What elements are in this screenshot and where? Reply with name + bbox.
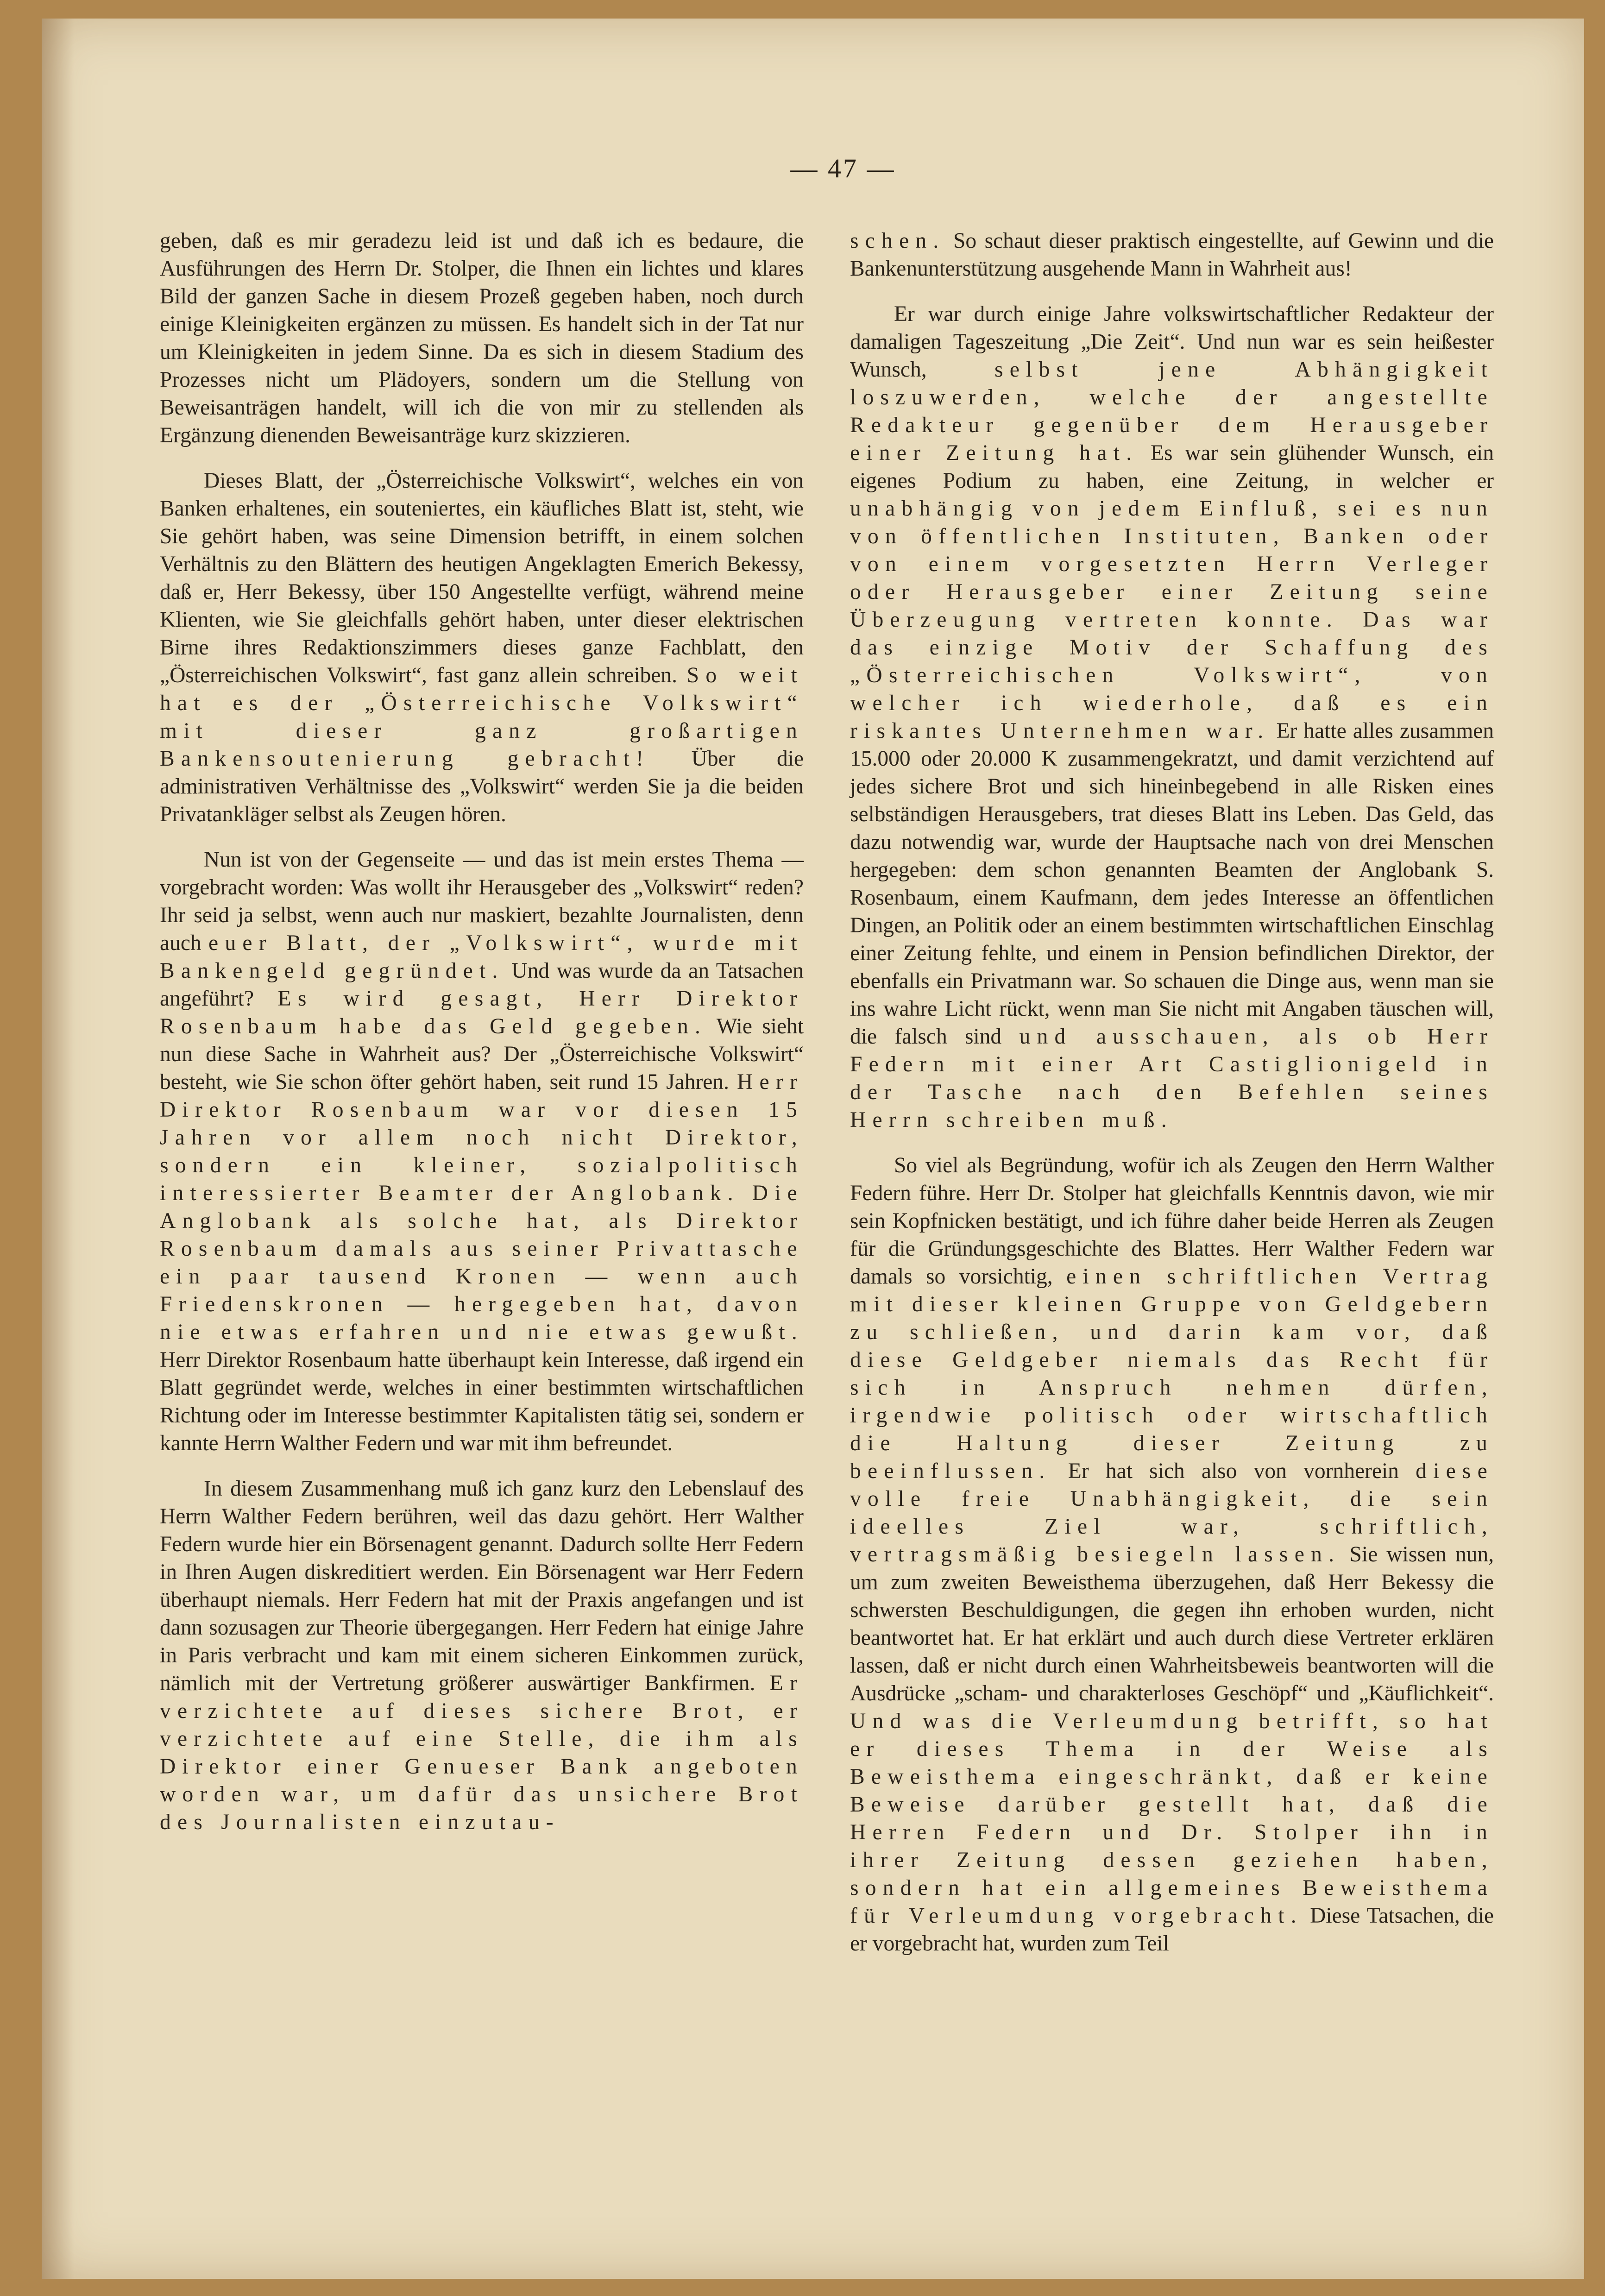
body-text: Er hatte alles zusammen 15.000 oder 20.000 K zusammengekratzt, und damit verzichtend auf jedes sichere Brot und sich hineinbegebend in alle Risken eines selbständigen Herausgebers, trat dieses Blatt ins Leben. Das Geld, das dazu notwendig war, wurde der Hauptsache nach von drei Menschen hergegeben: dem schon genannten Beamten der Anglobank S. Rosenbaum, einem Kaufmann, dem jedes Interesse an öffentlichen Dingen, an Politik oder an einem bestimmten wirtschaftlichen Einschlag einer Zeitung fehlte, und einem in Pension befindlichen Direktor, der ebenfalls ein Privatmann war. So schauen die Dinge aus, wenn man sie ins wahre Licht rückt, wenn man Sie nicht mit Angaben täuschen will, die falsch sind	[850, 719, 1494, 1049]
spaced-emphasis-text: diese volle freie Unabhängigkeit, die sein ideelles Ziel war, schriftlich, vertragsmäßig besiegeln lassen.	[850, 1459, 1494, 1566]
body-text: Wie sieht nun diese Sache in Wahrheit aus? Der „Österreichische Volkswirt“ besteht, wie Sie schon öfter gehört haben, seit rund 15 Jahren.	[160, 1014, 804, 1094]
paragraph	[850, 300, 1494, 1134]
spaced-emphasis-text: unabhängig von jedem Einfluß, sei es nun von öffentlichen Instituten, Banken oder von einem vorgesetzten Herrn Verleger oder Herausgeber einer Zeitung seine Überzeugung vertreten konnte. Das war das einzige Motiv der Schaffung des „Österreichischen Volkswirt“, von welcher ich wiederhole, daß es ein riskantes Unternehmen war.	[850, 497, 1494, 743]
spaced-emphasis-text: einen schriftlichen Vertrag mit dieser kleinen Gruppe von Geldgebern zu schließen, und darin kam vor, daß diese Geldgeber niemals das Recht für sich in Anspruch nehmen dürfen, irgendwie politisch oder wirtschaftlich die Haltung dieser Zeitung zu beeinflussen.	[850, 1264, 1494, 1483]
spaced-emphasis-text: selbst jene Abhängigkeit loszuwerden, welche der angestellte Redakteur gegenüber dem Herausgeber einer Zeitung hat.	[850, 358, 1494, 465]
right-text-column	[850, 227, 1494, 1975]
spaced-emphasis-text: und ausschauen, als ob Herr Federn mit einer Art Castiglionigeld in der Tasche nach den Befehlen seines Herrn schreiben muß.	[850, 1025, 1494, 1132]
body-text: Er war durch einige Jahre volkswirtschaftlicher Redakteur der damaligen Tageszeitung „Die Zeit“. Und nun war es sein heißester Wunsch,	[850, 302, 1494, 382]
body-text: In diesem Zusammenhang muß ich ganz kurz den Lebenslauf des Herrn Walther Federn berühren, weil das dazu gehört. Herr Walther Federn wurde hier ein Börsenagent genannt. Dadurch sollte Herr Federn in Ihren Augen diskreditiert werden. Ein Börsenagent war Herr Federn überhaupt niemals. Herr Federn hat mit der Praxis angefangen und ist dann sozusagen zur Theorie übergegangen. Herr Federn hat einige Jahre in Paris verbracht und kam mit einem sicheren Einkommen zurück, nämlich mit der Vertretung größerer auswärtiger Bankfirmen.	[160, 1477, 804, 1695]
body-text: Und was wurde da an Tatsachen angeführt?	[160, 959, 804, 1011]
body-text: Er hat sich also von vornherein	[1051, 1459, 1416, 1483]
paragraph	[160, 846, 804, 1457]
body-text: So schaut dieser praktisch eingestellte, auf Gewinn und die Bankenunterstützung ausgehende Mann in Wahrheit aus!	[850, 229, 1494, 281]
paragraph	[160, 467, 804, 828]
page-gutter-shadow	[42, 19, 74, 2279]
body-text: Über die administrativen Verhältnisse des „Volkswirt“ werden Sie ja die beiden Privatankläger selbst als Zeugen hören.	[160, 747, 804, 826]
body-text: Es war sein glühender Wunsch, ein eigenes Podium zu haben, eine Zeitung, in welcher er	[850, 441, 1494, 493]
body-text: So viel als Begründung, wofür ich als Zeugen den Herrn Walther Federn führe. Herr Dr. Stolper hat gleichfalls Kenntnis davon, wie mir sein Kopfnicken bestätigt, und ich führe daher beide Herren als Zeugen für die Gründungsgeschichte des Blattes. Herr Walther Federn war damals so vorsichtig,	[850, 1153, 1494, 1289]
spaced-emphasis-text: Herr Direktor Rosenbaum war vor diesen 15 Jahren vor allem noch nicht Direktor, sondern ein kleiner, sozialpolitisch interessierter Beamter der Anglobank. Die Anglobank als solche hat, als Direktor Rosenbaum damals aus seiner Privattasche ein paar tausend Kronen — wenn auch Friedenskronen — hergegeben hat, davon nie etwas erfahren und nie etwas gewußt.	[160, 1070, 804, 1344]
spaced-emphasis-text: Es wird gesagt, Herr Direktor Rosenbaum habe das Geld gegeben.	[160, 987, 804, 1038]
paragraph	[850, 1151, 1494, 1957]
paragraph	[850, 227, 1494, 283]
spaced-emphasis-text: Und was die Verleumdung betrifft, so hat er dieses Thema in der Weise als Beweisthema eingeschränkt, daß er keine Beweise darüber gestellt hat, daß die Herren Federn und Dr. Stolper ihn in ihrer Zeitung dessen geziehen haben, sondern hat ein allgemeines Beweisthema für Verleumdung vorgebracht.	[850, 1709, 1494, 1928]
body-text: Sie wissen nun, um zum zweiten Beweisthema überzugehen, daß Herr Bekessy die schwersten Beschuldigungen, die gegen ihn erhoben wurden, nicht beantwortet hat. Er hat erklärt und auch durch diese Vertreter erklären lassen, daß er nicht durch einen Wahrheitsbeweis beantworten will die Ausdrücke „scham- und charakterloses Geschöpf“ und „Käuflichkeit“.	[850, 1542, 1494, 1705]
body-text: geben, daß es mir geradezu leid ist und daß ich es bedaure, die Ausführungen des Herrn Dr. Stolper, die Ihnen ein lichtes und klares Bild der ganzen Sache in diesem Prozeß gegeben haben, noch durch einige Kleinigkeiten ergänzen zu müssen. Es handelt sich in der Tat nur um Kleinigkeiten in jedem Sinne. Da es sich in diesem Stadium des Prozesses nicht um Plädoyers, sondern um die Stellung von Beweisanträgen handelt, will ich die von mir zu stellenden als Ergänzung dienenden Beweisanträge kurz skizzieren.	[160, 229, 804, 447]
spaced-emphasis-text: schen.	[850, 229, 945, 253]
paragraph	[160, 1475, 804, 1836]
scanned-page	[42, 19, 1584, 2279]
spaced-emphasis-text: Er verzichtete auf dieses sichere Brot, er verzichtete auf eine Stelle, die ihm als Direktor einer Genueser Bank angeboten worden war, um dafür das unsichere Brot des Journalisten einzutau-	[160, 1671, 804, 1834]
body-text: Herr Direktor Rosenbaum hatte überhaupt kein Interesse, daß irgend ein Blatt gegründet werde, welches in einer bestimmten wirtschaftlichen Richtung oder im Interesse bestimmter Kapitalisten tätig sei, sondern er kannte Herrn Walther Federn und war mit ihm befreundet.	[160, 1348, 804, 1455]
body-text: Dieses Blatt, der „Österreichische Volkswirt“, welches ein von Banken erhaltenes, ein souteniertes, ein käufliches Blatt ist, steht, wie Sie gehört haben, was seine Dimension betrifft, in einem solchen Verhältnis zu den Blättern des heutigen Angeklagten Emerich Bekessy, daß er, Herr Bekessy, über 150 Angestellte verfügt, während meine Klienten, wie Sie gleichfalls gehört haben, unter dieser elektrischen Birne ihres Redaktionszimmers dieses ganze Fachblatt, den „Österreichischen Volkswirt“, fast ganz allein schreiben.	[160, 469, 804, 687]
page-number: — 47 —	[790, 153, 896, 183]
spaced-emphasis-text: euer Blatt, der „Volkswirt“, wurde mit Bankengeld gegründet.	[160, 931, 804, 983]
paragraph	[160, 227, 804, 449]
spaced-emphasis-text: So weit hat es der „Österreichische Volkswirt“ mit dieser ganz großartigen Bankensoutenierung gebracht!	[160, 663, 804, 771]
left-text-column	[160, 227, 804, 1854]
body-text: Nun ist von der Gegenseite — und das ist mein erstes Thema — vorgebracht worden: Was wollt ihr Herausgeber des „Volkswirt“ reden? Ihr seid ja selbst, wenn auch nur maskiert, bezahlte Journalisten, denn auch	[160, 848, 804, 955]
body-text: Diese Tatsachen, die er vorgebracht hat, wurden zum Teil	[850, 1904, 1494, 1956]
